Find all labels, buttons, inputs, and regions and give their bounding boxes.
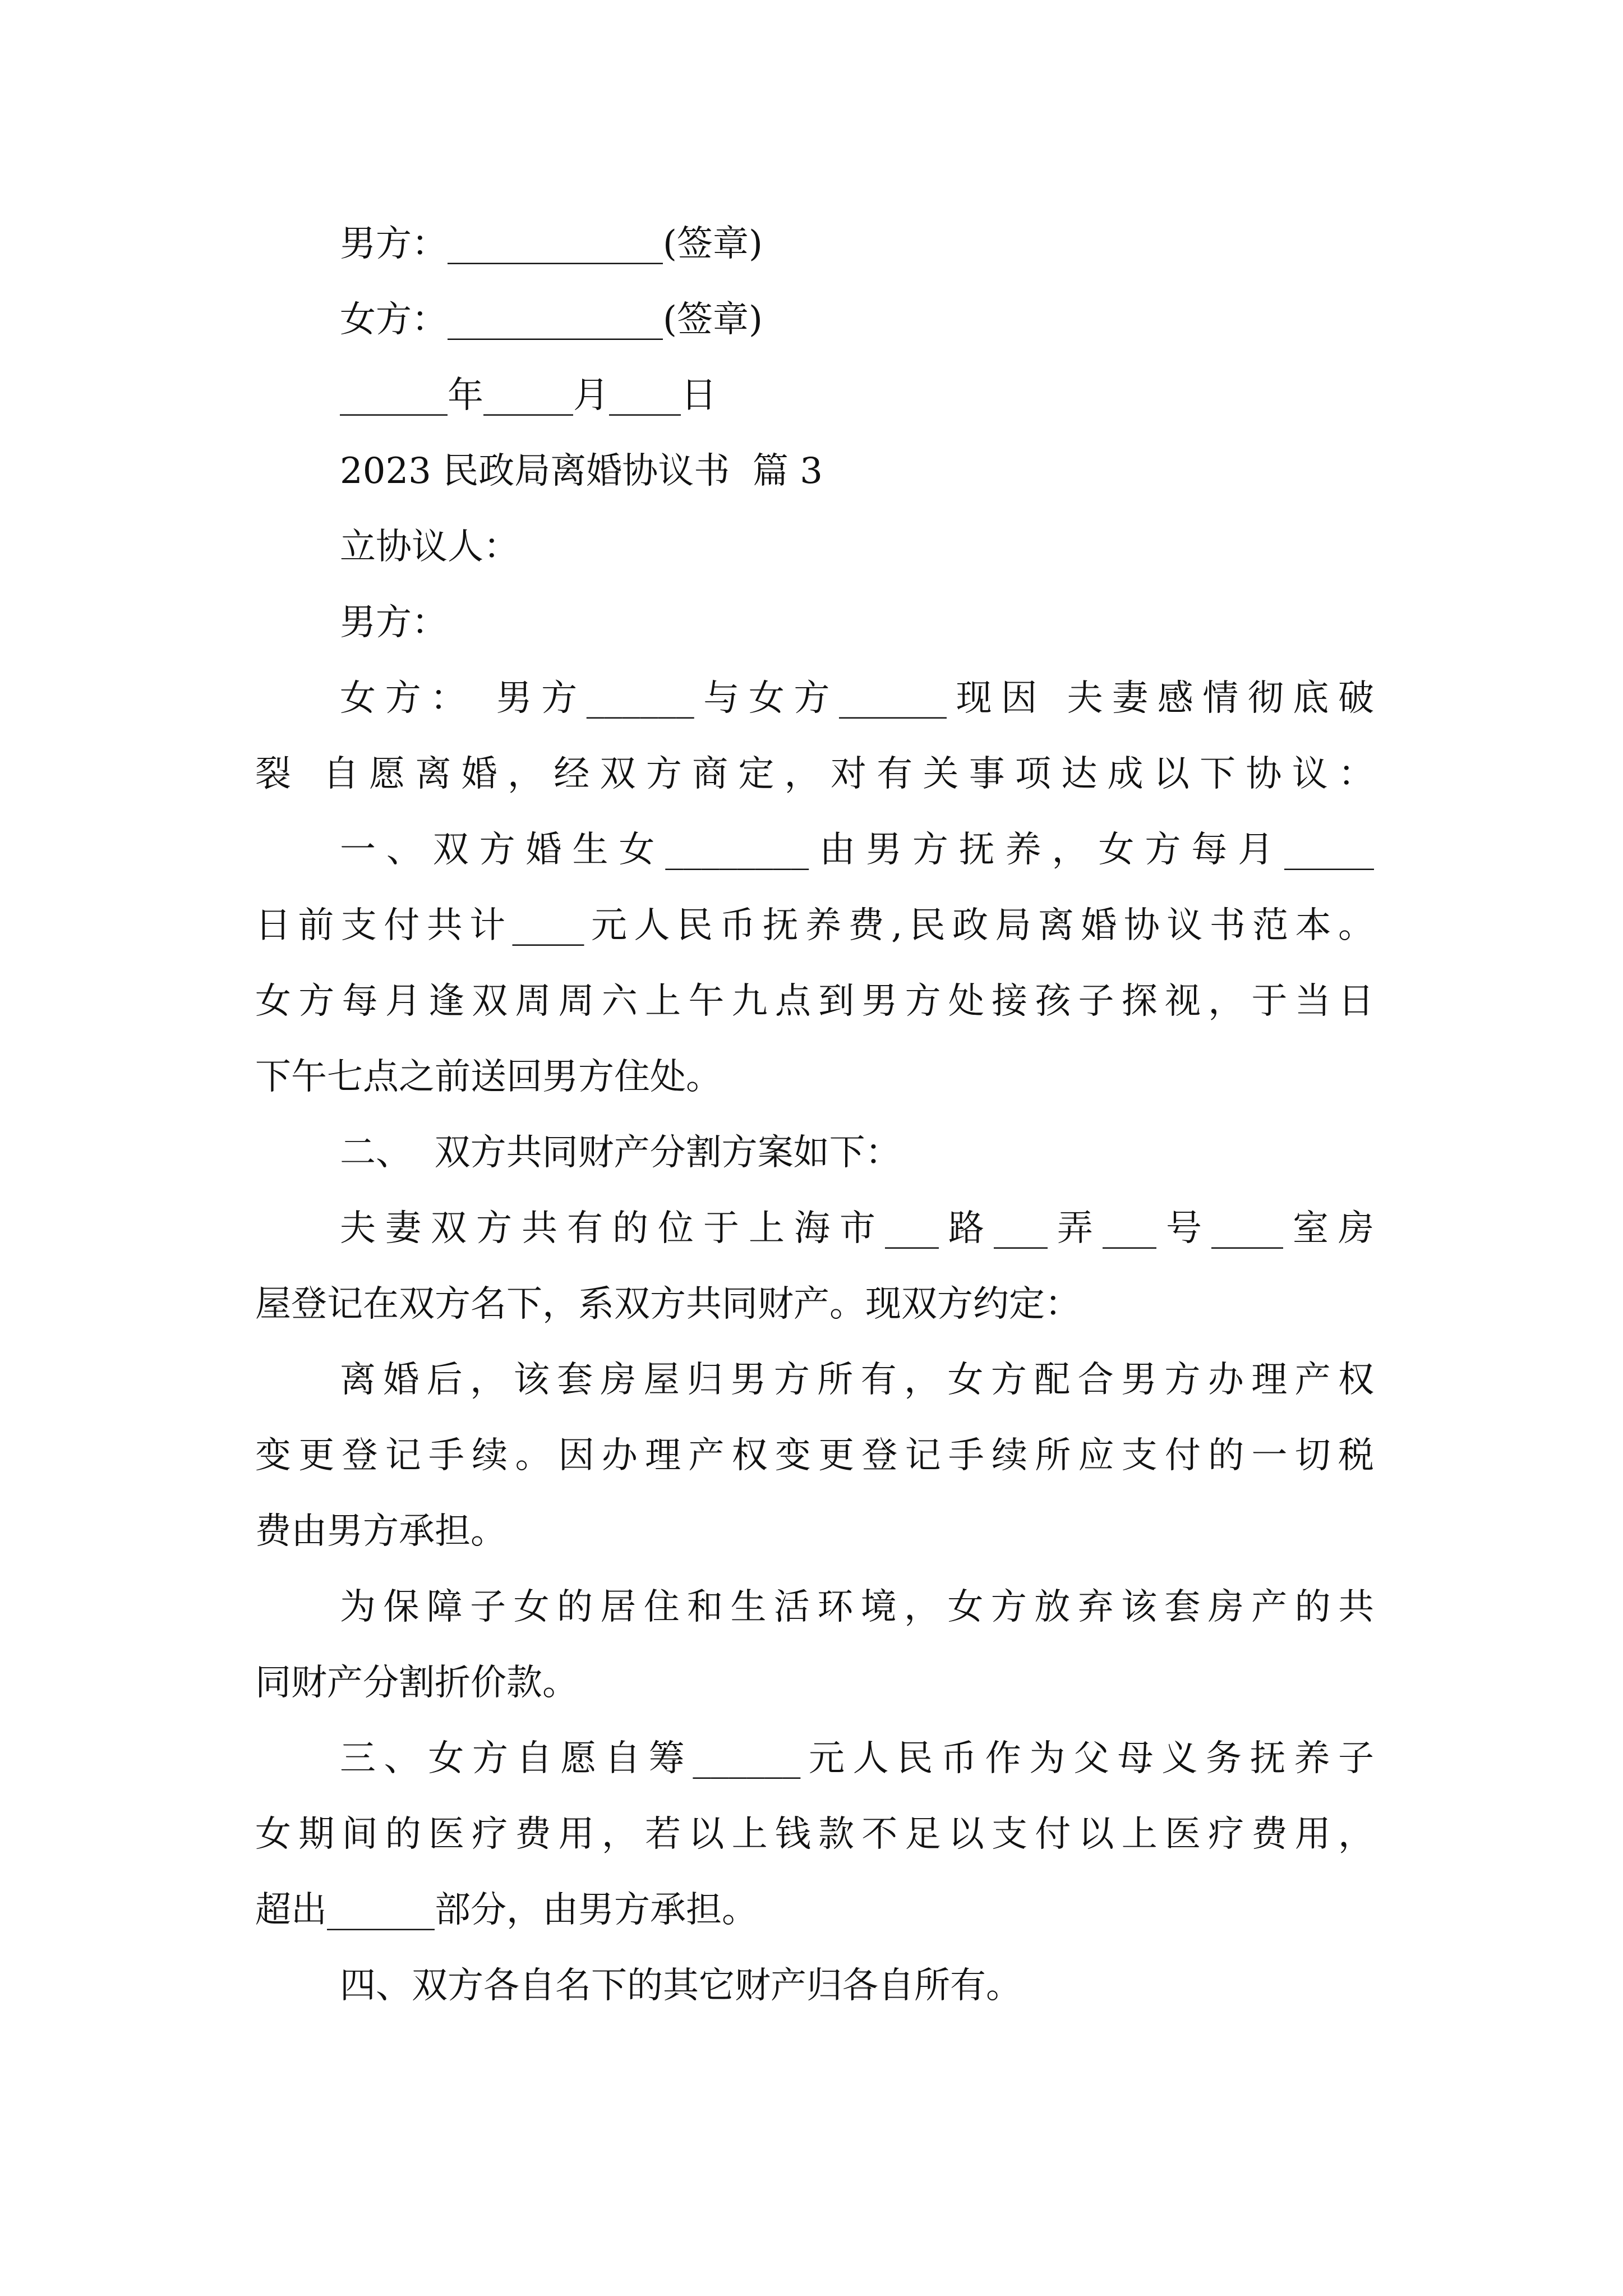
paragraph-line: 裂 自愿离婚，经双方商定，对有关事项达成以下协议： xyxy=(255,753,1374,795)
clause-4-line: 四、双方各自名下的其它财产归各自所有。 xyxy=(340,1965,1022,2007)
clause-1-line: 日前支付共计____元人民币抚养费,民政局离婚协议书范本。 xyxy=(255,905,1374,946)
clause-3-line: 三、女方自愿自筹______元人民币作为父母义务抚养子 xyxy=(340,1738,1374,1779)
clause-3-line: 超出______部分，由男方承担。 xyxy=(255,1889,758,1931)
clause-3-line: 女期间的医疗费用，若以上钱款不足以支付以上医疗费用， xyxy=(255,1814,1374,1855)
clause-2-line: 为保障子女的居住和生活环境，女方放弃该套房产的共 xyxy=(340,1586,1374,1628)
section-heading: 2023 民政局离婚协议书 篇 3 xyxy=(340,450,823,492)
clause-2-line: 夫妻双方共有的位于上海市___路___弄___号____室房 xyxy=(340,1208,1374,1249)
clause-1-line: 女方每月逢双周周六上午九点到男方处接孩子探视，于当日 xyxy=(255,981,1374,1022)
date-line: ______年_____月____日 xyxy=(340,375,717,416)
clause-2-line: 离婚后，该套房屋归男方所有，女方配合男方办理产权 xyxy=(340,1359,1374,1401)
clause-1-line: 一、双方婚生女________由男方抚养，女方每月_____ xyxy=(340,829,1374,871)
party-label: 立协议人： xyxy=(340,526,519,568)
clause-2-line: 变更登记手续。因办理产权变更登记手续所应支付的一切税 xyxy=(255,1435,1374,1476)
male-party-label: 男方： xyxy=(340,602,448,643)
signature-line-male: 男方：____________(签章) xyxy=(340,223,763,265)
paragraph-line: 女方： 男方______与女方______现因 夫妻感情彻底破 xyxy=(340,678,1374,719)
clause-2-line: 费由男方承担。 xyxy=(255,1511,506,1552)
clause-2-line: 屋登记在双方名下，系双方共同财产。现双方约定： xyxy=(255,1283,1081,1325)
clause-1-line: 下午七点之前送回男方住处。 xyxy=(255,1056,722,1098)
clause-2-heading: 二、 双方共同财产分割方案如下： xyxy=(340,1132,901,1174)
clause-2-line: 同财产分割折价款。 xyxy=(255,1662,578,1704)
signature-line-female: 女方：____________(签章) xyxy=(340,299,763,341)
